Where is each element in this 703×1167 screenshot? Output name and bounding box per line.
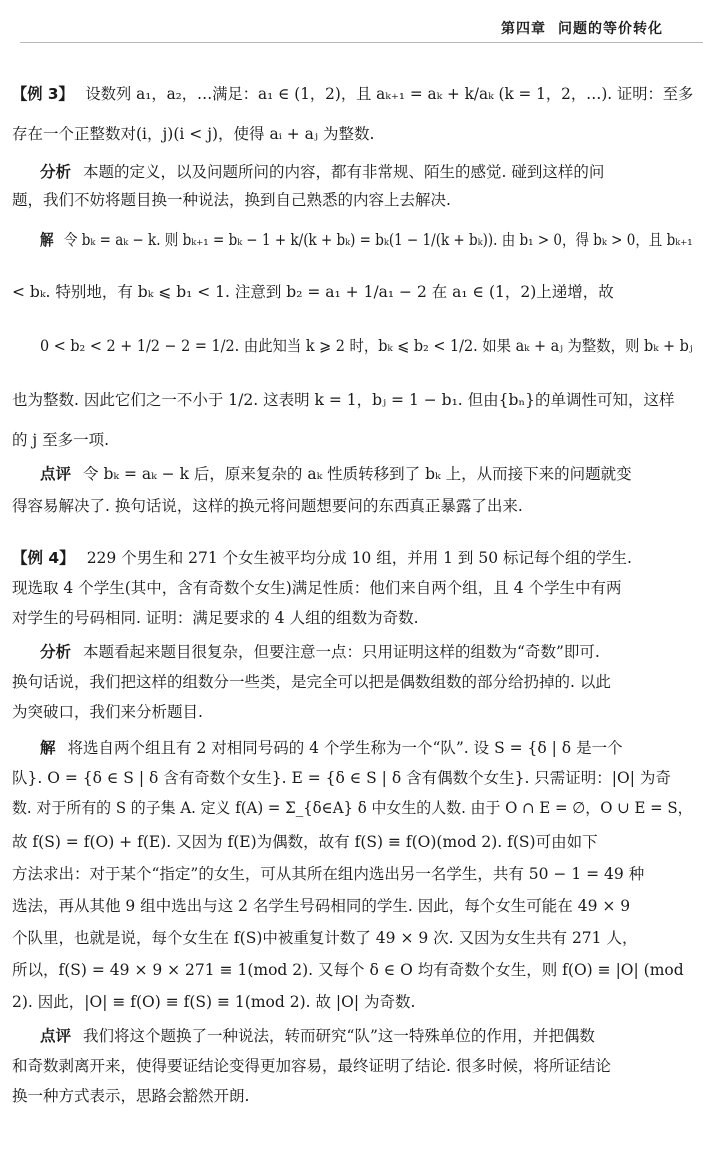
line-text: 得容易解决了. 换句话说，这样的换元将问题想要问的东西真正暴露了出来. (12, 497, 523, 515)
line-text: 将选自两个组且有 2 对相同号码的 4 个学生称为一个“队”. 设 S = {δ | δ 是一个 (67, 739, 623, 757)
line-text: 设数列 a₁，a₂，…满足：a₁ ∈ (1，2)，且 aₖ₊₁ = aₖ + k/aₖ (k = 1，2，…). 证明：至多 (85, 85, 694, 103)
line-text: < bₖ. 特别地，有 bₖ ⩽ b₁ < 1. 注意到 b₂ = a₁ + 1/a₁ − 2 在 a₁ ∈ (1，2)上递增，故 (12, 283, 614, 301)
text-line (0, 606, 703, 628)
line-text: 队}. O = {δ ∈ S | δ 含有奇数个女生}. E = {δ ∈ S | δ 含有偶数个女生}. 只需证明：|O| 为奇 (12, 769, 671, 787)
line-text: 所以，f(S) = 49 × 9 × 271 ≡ 1(mod 2). 又每个 δ ∈ O 均有奇数个女生，则 f(O) ≡ |O| (mod (12, 961, 684, 979)
header-rule (20, 42, 703, 43)
text-line (0, 428, 703, 450)
running-header (489, 18, 663, 38)
line-text: 和奇数剥离开来，使得要证结论变得更加容易，最终证明了结论. 很多时候，将所证结论 (12, 1057, 611, 1075)
text-line (0, 640, 703, 662)
line-text: 故 f(S) = f(O) + f(E). 又因为 f(E)为偶数，故有 f(S) ≡ f(O)(mod 2). f(S)可由如下 (12, 833, 598, 851)
section-label: 解 (40, 739, 56, 757)
line-text: 本题看起来题目很复杂，但要注意一点：只用证明这样的组数为“奇数”即可. (83, 643, 600, 661)
text-line (0, 830, 703, 852)
line-text: 2). 因此，|O| ≡ f(O) ≡ f(S) ≡ 1(mod 2). 故 |O| 为奇数. (12, 993, 416, 1011)
text-line (0, 862, 703, 884)
line-text: 也为整数. 因此它们之一不小于 1/2. 这表明 k = 1，bⱼ = 1 − b₁. 但由{bₙ}的单调性可知，这样 (12, 391, 675, 409)
text-line (0, 576, 703, 598)
line-text: 的 j 至多一项. (12, 431, 110, 449)
chapter-number: 第四章 (501, 21, 546, 37)
line-text: 为突破口，我们来分析题目. (12, 703, 203, 721)
line-text: 存在一个正整数对(i，j)(i < j)，使得 aᵢ + aⱼ 为整数. (12, 125, 375, 143)
text-line (0, 700, 703, 722)
text-line (0, 334, 703, 356)
text-line (0, 766, 703, 788)
line-text: 选法，再从其他 9 组中选出与这 2 名学生号码相同的学生. 因此，每个女生可能在 49 × 9 (12, 897, 631, 915)
line-text: 数. 对于所有的 S 的子集 A. 定义 f(A) = Σ_{δ∈A} δ 中女生的人数. 由于 O ∩ E = ∅，O ∪ E = S， (12, 799, 693, 817)
line-text: 本题的定义，以及问题所问的内容，都有非常规、陌生的感觉. 碰到这样的问 (83, 163, 605, 181)
text-line (0, 280, 703, 302)
text-line (0, 1054, 703, 1076)
text-line (0, 926, 703, 948)
text-line (0, 670, 703, 692)
line-text: 229 个男生和 271 个女生被平均分成 10 组，并用 1 到 50 标记每个组的学生. (86, 549, 632, 567)
text-line (0, 546, 703, 568)
text-line (0, 1084, 703, 1106)
text-line (0, 160, 703, 182)
text-line (0, 736, 703, 758)
text-line (0, 494, 703, 516)
text-line (0, 122, 703, 144)
line-text: 方法求出：对于某个“指定”的女生，可从其所在组内选出另一名学生，共有 50 − 1 = 49 种 (12, 865, 645, 883)
text-line (0, 990, 703, 1012)
line-text: 换一种方式表示，思路会豁然开朗. (12, 1087, 250, 1105)
section-label: 点评 (40, 1027, 72, 1045)
section-label: 【例 4】 (12, 549, 75, 567)
text-line (0, 82, 703, 104)
line-text: 0 < b₂ < 2 + 1/2 − 2 = 1/2. 由此知当 k ⩾ 2 时，bₖ ⩽ b₂ < 1/2. 如果 aₖ + aⱼ 为整数，则 bₖ + bⱼ (40, 337, 693, 355)
line-text: 个队里，也就是说，每个女生在 f(S)中被重复计数了 49 × 9 次. 又因为女生共有 271 人， (12, 929, 638, 947)
text-line (0, 188, 703, 210)
text-line (0, 894, 703, 916)
line-text: 换句话说，我们把这样的组数分一些类，是完全可以把是偶数组数的部分给扔掉的. 以此 (12, 673, 611, 691)
section-label: 分析 (40, 163, 72, 181)
section-label: 【例 3】 (12, 85, 74, 103)
text-line (0, 462, 703, 484)
text-line (0, 958, 703, 980)
line-text: 令 bₖ = aₖ − k 后，原来复杂的 aₖ 性质转移到了 bₖ 上，从而接下来的问题就变 (83, 465, 632, 483)
text-line (0, 388, 703, 410)
text-line (0, 796, 703, 818)
line-text: 现选取 4 个学生(其中，含有奇数个女生)满足性质：他们来自两个组，且 4 个学生中有两 (12, 579, 622, 597)
line-text: 我们将这个题换了一种说法，转而研究“队”这一特殊单位的作用，并把偶数 (83, 1027, 595, 1045)
chapter-title: 问题的等价转化 (558, 21, 663, 37)
text-line (0, 228, 703, 250)
section-label: 点评 (40, 465, 72, 483)
section-label: 分析 (40, 643, 72, 661)
line-text: 令 bₖ = aₖ − k. 则 bₖ₊₁ = bₖ − 1 + k/(k + bₖ) = bₖ(1 − 1/(k + bₖ)). 由 b₁ > 0，得 bₖ > 0，且 bₖ₊₁ (63, 231, 693, 249)
section-label: 解 (40, 231, 54, 249)
line-text: 题，我们不妨将题目换一种说法，换到自己熟悉的内容上去解决. (12, 191, 451, 209)
line-text: 对学生的号码相同. 证明：满足要求的 4 人组的组数为奇数. (12, 609, 419, 627)
text-line (0, 1024, 703, 1046)
